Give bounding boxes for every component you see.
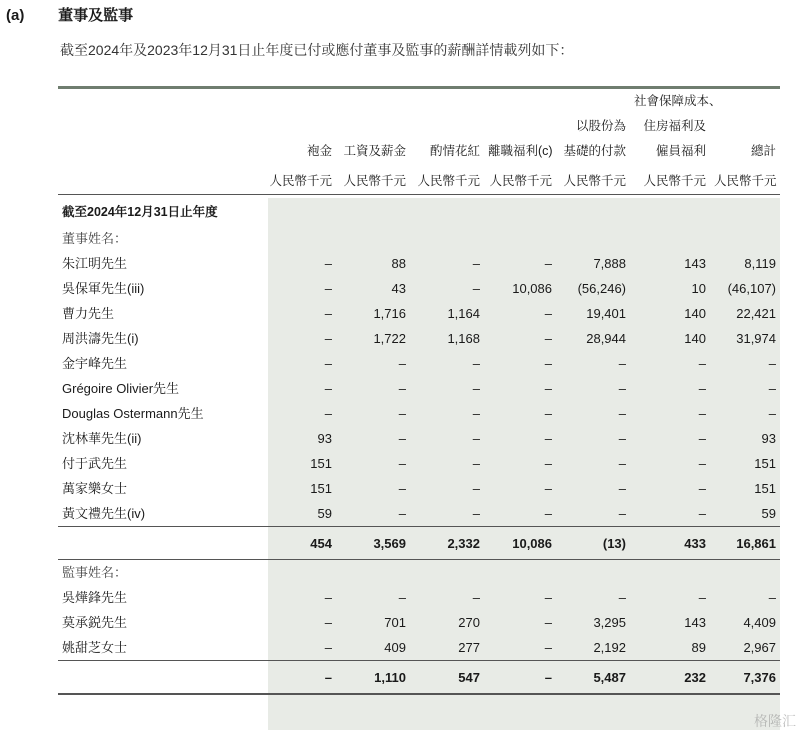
value-cell: 19,401 bbox=[586, 306, 626, 321]
header-spacer bbox=[58, 139, 264, 164]
total-cell: 3,569 bbox=[336, 527, 410, 560]
header-spacer bbox=[58, 114, 264, 139]
header-row bbox=[58, 114, 780, 139]
value-cell: – bbox=[618, 481, 626, 496]
value-cell: – bbox=[544, 306, 552, 321]
header-spacer bbox=[58, 164, 264, 195]
value-cell: – bbox=[544, 590, 552, 605]
column-header: 人民幣千元 bbox=[264, 164, 336, 195]
value-cell: (56,246) bbox=[577, 281, 626, 296]
value-cell: – bbox=[324, 615, 332, 630]
value-cell: – bbox=[618, 590, 626, 605]
value-cell: – bbox=[768, 406, 776, 421]
section-label: (a) bbox=[6, 7, 25, 24]
value-cell: – bbox=[768, 356, 776, 371]
value-cell: 140 bbox=[684, 331, 706, 346]
person-name: 沈林華先生(ii) bbox=[62, 431, 142, 446]
table-row bbox=[58, 426, 780, 451]
column-header: 僱員福利 bbox=[655, 144, 706, 158]
value-cell: 151 bbox=[310, 456, 332, 471]
total-cell: 1,110 bbox=[336, 661, 410, 695]
value-cell: 43 bbox=[391, 281, 406, 296]
person-name: 吳燁鋒先生 bbox=[62, 590, 128, 605]
value-cell: – bbox=[544, 431, 552, 446]
value-cell: 4,409 bbox=[743, 615, 776, 630]
value-cell: 1,722 bbox=[373, 331, 406, 346]
value-cell: – bbox=[618, 356, 626, 371]
table-row bbox=[58, 376, 780, 401]
total-cell: 454 bbox=[264, 527, 336, 560]
value-cell: – bbox=[472, 356, 480, 371]
table-row bbox=[58, 476, 780, 501]
value-cell: – bbox=[398, 406, 406, 421]
column-header: 人民幣千元 bbox=[630, 164, 710, 195]
value-cell: – bbox=[398, 356, 406, 371]
person-name: 萬家樂女士 bbox=[62, 481, 128, 496]
column-header bbox=[710, 114, 780, 139]
person-name: 莫承鋭先生 bbox=[62, 615, 128, 630]
column-header: 工資及薪金 bbox=[343, 144, 406, 158]
value-cell: – bbox=[698, 381, 706, 396]
column-header bbox=[264, 89, 336, 114]
value-cell: 151 bbox=[754, 481, 776, 496]
column-header: 社會保障成本、 bbox=[634, 94, 722, 108]
value-cell: – bbox=[324, 356, 332, 371]
header-row bbox=[58, 139, 780, 164]
section-title: 董事及監事 bbox=[58, 7, 134, 24]
total-cell: 232 bbox=[630, 661, 710, 695]
value-cell: 10 bbox=[691, 281, 706, 296]
total-cell: (13) bbox=[556, 527, 630, 560]
value-cell: – bbox=[544, 381, 552, 396]
column-header: 人民幣千元 bbox=[336, 164, 410, 195]
table-row bbox=[58, 451, 780, 476]
value-cell: 8,119 bbox=[744, 256, 776, 271]
table-body bbox=[58, 195, 780, 695]
total-row bbox=[58, 661, 780, 695]
value-cell: – bbox=[768, 381, 776, 396]
value-cell: 88 bbox=[391, 256, 406, 271]
total-label bbox=[58, 661, 264, 695]
value-cell: – bbox=[398, 456, 406, 471]
value-cell: – bbox=[472, 281, 480, 296]
value-cell: 1,164 bbox=[447, 306, 480, 321]
value-cell: – bbox=[324, 256, 332, 271]
value-cell: 2,967 bbox=[743, 640, 776, 655]
column-header bbox=[410, 114, 484, 139]
value-cell: 93 bbox=[761, 431, 776, 446]
value-cell: – bbox=[324, 406, 332, 421]
person-name: Douglas Ostermann先生 bbox=[62, 406, 204, 421]
person-name: 付于武先生 bbox=[62, 456, 128, 471]
person-name: Grégoire Olivier先生 bbox=[62, 381, 180, 396]
column-header: 離職福利(c) bbox=[488, 144, 553, 158]
total-cell: 5,487 bbox=[556, 661, 630, 695]
value-cell: 151 bbox=[310, 481, 332, 496]
value-cell: – bbox=[544, 481, 552, 496]
value-cell: – bbox=[544, 640, 552, 655]
value-cell: 10,086 bbox=[512, 281, 552, 296]
column-header bbox=[556, 89, 630, 114]
section-heading bbox=[6, 4, 133, 25]
value-cell: – bbox=[472, 406, 480, 421]
column-header: 人民幣千元 bbox=[410, 164, 484, 195]
column-header: 人民幣千元 bbox=[710, 164, 780, 195]
person-name: 周洪濤先生(i) bbox=[62, 331, 139, 346]
value-cell: – bbox=[698, 590, 706, 605]
value-cell: 22,421 bbox=[736, 306, 776, 321]
value-cell: – bbox=[618, 406, 626, 421]
value-cell: 143 bbox=[684, 256, 706, 271]
value-cell: – bbox=[398, 481, 406, 496]
table-row bbox=[58, 401, 780, 426]
value-cell: – bbox=[698, 456, 706, 471]
value-cell: – bbox=[698, 506, 706, 521]
value-cell: 1,716 bbox=[373, 306, 406, 321]
column-header bbox=[484, 114, 556, 139]
value-cell: – bbox=[544, 406, 552, 421]
total-label bbox=[58, 527, 264, 560]
total-cell: 10,086 bbox=[484, 527, 556, 560]
total-cell: – bbox=[264, 661, 336, 695]
value-cell: – bbox=[618, 456, 626, 471]
total-cell: 7,376 bbox=[710, 661, 780, 695]
value-cell: 270 bbox=[458, 615, 480, 630]
table-row bbox=[58, 251, 780, 276]
value-cell: – bbox=[768, 590, 776, 605]
value-cell: – bbox=[698, 356, 706, 371]
value-cell: 701 bbox=[384, 615, 406, 630]
value-cell: 409 bbox=[384, 640, 406, 655]
value-cell: – bbox=[472, 256, 480, 271]
value-cell: 7,888 bbox=[593, 256, 626, 271]
table-row bbox=[58, 301, 780, 326]
person-name: 黃文禮先生(iv) bbox=[62, 506, 146, 521]
value-cell: 140 bbox=[684, 306, 706, 321]
value-cell: – bbox=[544, 256, 552, 271]
value-cell: 59 bbox=[317, 506, 332, 521]
value-cell: – bbox=[324, 306, 332, 321]
total-cell: 16,861 bbox=[710, 527, 780, 560]
table-row bbox=[58, 610, 780, 635]
value-cell: – bbox=[472, 381, 480, 396]
value-cell: – bbox=[698, 431, 706, 446]
period-label bbox=[58, 195, 780, 227]
column-header: 人民幣千元 bbox=[484, 164, 556, 195]
table-header bbox=[58, 89, 780, 195]
column-header: 人民幣千元 bbox=[556, 164, 630, 195]
column-header bbox=[336, 114, 410, 139]
table-row bbox=[58, 635, 780, 661]
column-header bbox=[264, 114, 336, 139]
value-cell: – bbox=[544, 506, 552, 521]
value-cell: – bbox=[544, 331, 552, 346]
value-cell: – bbox=[472, 590, 480, 605]
value-cell: – bbox=[698, 481, 706, 496]
directors-label bbox=[58, 226, 780, 251]
value-cell: – bbox=[618, 431, 626, 446]
value-cell: – bbox=[324, 281, 332, 296]
watermark: 格隆汇 bbox=[754, 713, 796, 729]
value-cell: 143 bbox=[684, 615, 706, 630]
value-cell: – bbox=[398, 590, 406, 605]
column-header: 袍金 bbox=[306, 144, 332, 158]
supervisors-label-text: 監事姓名： bbox=[62, 565, 128, 580]
column-header: 住房福利及 bbox=[643, 119, 706, 133]
person-name: 吳保軍先生(iii) bbox=[62, 281, 145, 296]
column-header bbox=[336, 89, 410, 114]
column-header: 以股份為 bbox=[575, 119, 626, 133]
value-cell: 31,974 bbox=[736, 331, 776, 346]
table-row bbox=[58, 276, 780, 301]
value-cell: 28,944 bbox=[586, 331, 626, 346]
remuneration-table bbox=[58, 89, 780, 695]
header-spacer bbox=[58, 89, 264, 114]
person-name: 姚甜芝女士 bbox=[62, 640, 128, 655]
directors-label-text: 董事姓名： bbox=[62, 231, 128, 246]
value-cell: – bbox=[544, 356, 552, 371]
column-header: 酌情花紅 bbox=[429, 144, 480, 158]
value-cell: 59 bbox=[761, 506, 776, 521]
total-cell: – bbox=[484, 661, 556, 695]
total-row bbox=[58, 527, 780, 560]
supervisors-label bbox=[58, 560, 780, 586]
intro-text: 截至2024年及2023年12月31日止年度已付或應付董事及監事的薪酬詳情載列如下： bbox=[60, 42, 574, 58]
value-cell: – bbox=[324, 331, 332, 346]
person-name: 朱江明先生 bbox=[62, 256, 128, 271]
value-cell: – bbox=[324, 640, 332, 655]
value-cell: – bbox=[398, 431, 406, 446]
total-cell: 433 bbox=[630, 527, 710, 560]
value-cell: – bbox=[618, 506, 626, 521]
value-cell: 277 bbox=[458, 640, 480, 655]
value-cell: 89 bbox=[691, 640, 706, 655]
period-label-text: 截至2024年12月31日止年度 bbox=[62, 205, 218, 219]
value-cell: – bbox=[398, 506, 406, 521]
value-cell: – bbox=[544, 615, 552, 630]
header-row bbox=[58, 164, 780, 195]
person-name: 曹力先生 bbox=[62, 306, 115, 321]
person-name: 金宇峰先生 bbox=[62, 356, 128, 371]
header-row bbox=[58, 89, 780, 114]
value-cell: – bbox=[472, 431, 480, 446]
column-header: 總計 bbox=[750, 144, 776, 158]
value-cell: 1,168 bbox=[447, 331, 480, 346]
value-cell: – bbox=[398, 381, 406, 396]
column-header bbox=[484, 89, 556, 114]
value-cell: – bbox=[472, 456, 480, 471]
value-cell: – bbox=[324, 590, 332, 605]
table-row bbox=[58, 501, 780, 527]
value-cell: – bbox=[544, 456, 552, 471]
column-header bbox=[410, 89, 484, 114]
value-cell: (46,107) bbox=[727, 281, 776, 296]
value-cell: – bbox=[472, 506, 480, 521]
table-row bbox=[58, 585, 780, 610]
total-cell: 2,332 bbox=[410, 527, 484, 560]
value-cell: – bbox=[472, 481, 480, 496]
total-cell: 547 bbox=[410, 661, 484, 695]
value-cell: 151 bbox=[754, 456, 776, 471]
table-row bbox=[58, 326, 780, 351]
value-cell: 2,192 bbox=[593, 640, 626, 655]
value-cell: – bbox=[324, 381, 332, 396]
value-cell: 3,295 bbox=[593, 615, 626, 630]
value-cell: 93 bbox=[317, 431, 332, 446]
column-header: 基礎的付款 bbox=[563, 144, 626, 158]
value-cell: – bbox=[698, 406, 706, 421]
value-cell: – bbox=[618, 381, 626, 396]
table-row bbox=[58, 351, 780, 376]
